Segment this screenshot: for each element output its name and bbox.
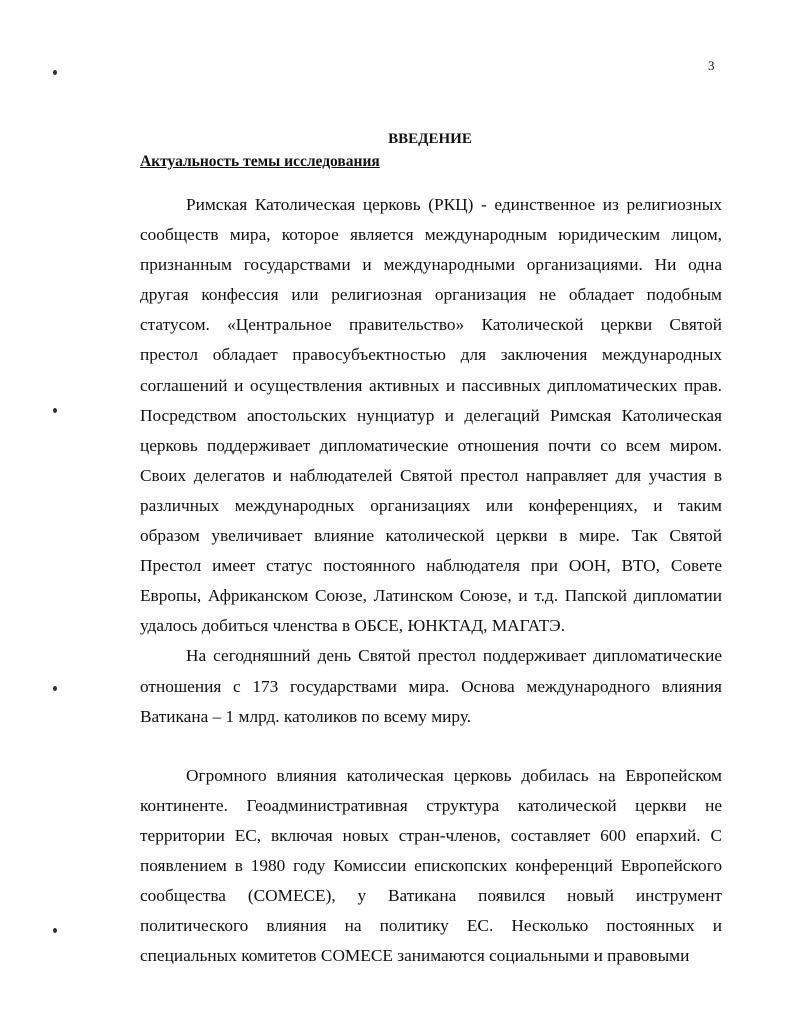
paragraph-line: образом увеличивает влияние католической церкви в мире. Так Святой xyxy=(140,526,722,546)
scan-speck xyxy=(53,70,57,75)
paragraph-line: континенте. Геоадминистративная структура католической церкви не xyxy=(140,795,722,815)
paragraph-line: специальных комитетов COMECE занимаются социальными и правовыми xyxy=(140,946,690,966)
paragraph-line: соглашений и осуществления активных и пассивных дипломатических прав. xyxy=(140,375,722,395)
paragraph-line: различных международных организациях или конференциях, и таким xyxy=(140,495,722,515)
scan-speck xyxy=(53,408,57,413)
paragraph-line: другая конфессия или религиозная организация не обладает подобным xyxy=(140,285,722,305)
paragraph-line: статусом. «Центральное правительство» Католической церкви Святой xyxy=(140,315,722,335)
paragraph-line: престол обладает правосубъектностью для заключения международных xyxy=(140,345,722,365)
paragraph-line: политического влияния на политику ЕС. Несколько постоянных и xyxy=(140,916,722,936)
paragraph-line: отношения с 173 государствами мира. Основа международного влияния xyxy=(140,676,722,696)
body-text xyxy=(140,190,722,971)
paragraph-line: На сегодняшний день Святой престол поддерживает дипломатические xyxy=(186,646,722,666)
scan-speck xyxy=(53,686,57,691)
paragraph-line: Престол имеет статус постоянного наблюдателя при ООН, ВТО, Совете xyxy=(140,556,722,576)
paragraph-line: территории ЕС, включая новых стран-членов, составляет 600 епархий. С xyxy=(140,825,722,845)
paragraph-line: Своих делегатов и наблюдателей Святой престол направляет для участия в xyxy=(140,465,722,485)
paragraph-line: Европы, Африканском Союзе, Латинском Союзе, и т.д. Папской дипломатии xyxy=(140,586,722,606)
paragraph-line: Посредством апостольских нунциатур и делегаций Римская Католическая xyxy=(140,405,722,425)
paragraph-line: сообщества (COMECE), у Ватикана появился новый инструмент xyxy=(140,886,722,906)
paragraph-line: церковь поддерживает дипломатические отношения почти со всем миром. xyxy=(140,435,722,455)
paragraph-line: сообществ мира, которое является международным юридическим лицом, xyxy=(140,225,722,245)
paragraph-line: удалось добиться членства в ОБСЕ, ЮНКТАД, МАГАТЭ. xyxy=(140,616,566,636)
paragraph-line: появлением в 1980 году Комиссии епископских конференций Европейского xyxy=(140,855,722,875)
section-heading: ВВЕДЕНИЕ xyxy=(388,131,472,147)
page-number: 3 xyxy=(708,58,715,73)
paragraph-line: Ватикана – 1 млрд. католиков по всему миру. xyxy=(140,706,472,726)
scan-speck xyxy=(53,928,57,933)
subsection-heading: Актуальность темы исследования xyxy=(140,153,380,170)
paragraph-line: признанным государствами и международными организациями. Ни одна xyxy=(140,255,722,275)
paragraph-line: Римская Католическая церковь (РКЦ) - единственное из религиозных xyxy=(186,195,722,214)
paragraph-line: Огромного влияния католическая церковь добилась на Европейском xyxy=(186,765,722,785)
